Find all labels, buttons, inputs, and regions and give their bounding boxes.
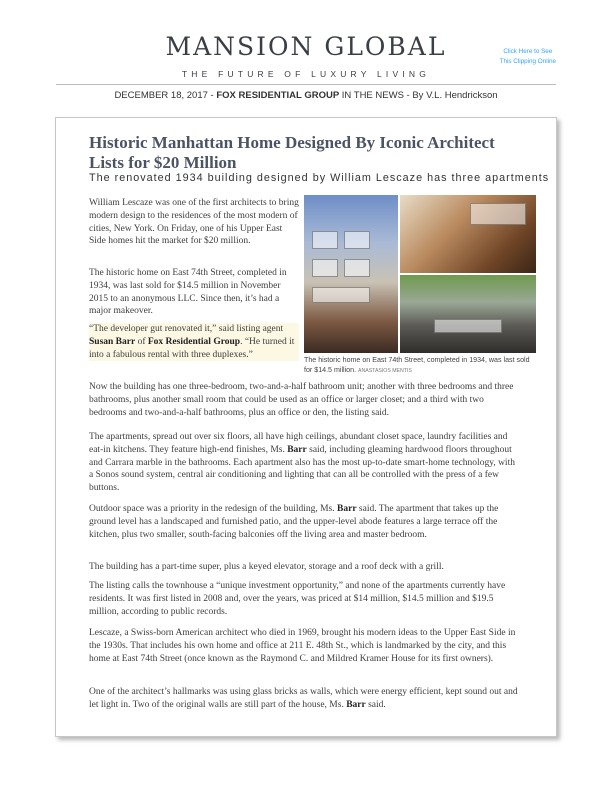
p10-text-2: said. <box>365 699 386 710</box>
p5-text-1: The apartments, spread out over six floors, all have high ceilings, abundant closet space, laundry facilities and eat-in kitchens. They feature high-end finishes, Ms. <box>89 432 508 455</box>
clipping-link[interactable] <box>500 47 556 67</box>
byline: IN THE NEWS - By V.L. Hendrickson <box>339 90 498 101</box>
clipping-link-line-2[interactable]: This Clipping Online <box>499 58 556 65</box>
quote-text-2: of <box>135 336 148 347</box>
p6-text-2: said. The apartment that takes up the ground level has a landscaped and furnished patio, and the upper-level abode features a large terrace off the kitchen, plus two smaller, south-facing balconies off the living area and master bedroom. <box>89 504 499 540</box>
kitchen-photo <box>400 195 536 273</box>
clipping-link-line-1[interactable]: Click Here to See <box>503 48 553 55</box>
quote-text-1: “The developer gut renovated it,” said listing agent <box>89 324 284 334</box>
brand-logo[interactable]: MANSION GLOBAL <box>165 32 447 61</box>
photo-caption <box>304 356 539 376</box>
paragraph-5 <box>89 431 521 495</box>
patio-photo <box>400 275 536 353</box>
firm-name: Fox Residential Group <box>147 336 241 347</box>
paragraph-6 <box>89 503 521 541</box>
p6-text-1: Outdoor space was a priority in the redesign of the building, Ms. <box>89 504 338 514</box>
dateline <box>0 90 612 101</box>
p10-text-1: One of the architect’s hallmarks was using glass bricks as walls, which were energy efficient, kept sound out and let light in. Two of the original walls are still part of the house, Ms. <box>89 687 518 710</box>
quote-text-3: . “He turned it into a fabulous rental with three duplexes.” <box>89 336 295 360</box>
agent-name: Susan Barr <box>89 336 136 347</box>
paragraph-7: The building has a part-time super, plus a keyed elevator, storage and a roof deck with a grill. <box>89 562 444 572</box>
caption-text: The historic home on East 74th Street, completed in 1934, was last sold for $14.5 million. <box>304 356 530 374</box>
divider <box>56 84 556 85</box>
photo-collage <box>304 195 536 353</box>
paragraph-2: The historic home on East 74th Street, completed in 1934, was last sold for $14.5 million in November 2015 to an anonymous LLC. Since then, it’s had a major makeover. <box>89 268 287 317</box>
paragraph-1: William Lescaze was one of the first architects to bring modern design to the residences of the most modern of cities, New York. On Friday, one of his Upper East Side homes hit the market for $20 million. <box>89 198 299 247</box>
paragraph-8: The listing calls the townhouse a “unique investment opportunity,” and none of the apartments currently have residents. It was first listed in 2008 and, over the years, was priced at $14 million, $14.5 million and $19.5 million, according to public records. <box>89 581 506 617</box>
paragraph-4: Now the building has one three-bedroom, two-and-a-half bathroom unit; another with three bedrooms and three bathrooms, plus another small room that could be used as an office or larger closet; and a third with two bedrooms and two-and-a-half bathrooms, plus an office or den, the listing said. <box>89 382 514 418</box>
paragraph-10 <box>89 686 521 712</box>
article-headline: Historic Manhattan Home Designed By Iconic Architect Lists for $20 Million <box>89 133 495 172</box>
agent-surname: Barr <box>287 444 307 455</box>
article-dek: The renovated 1934 building designed by William Lescaze has three apartments <box>89 172 550 184</box>
date: DECEMBER 18, 2017 - <box>114 90 217 101</box>
p5-text-2: said, including gleaming hardwood floors throughout and Carrara marble in the bathrooms. Each apartment also has the most up-to-date smart-home technology, with a Sonos sound system, central air conditioning and lighting that can all be controlled with the press of a few buttons. <box>89 444 515 493</box>
source-name: FOX RESIDENTIAL GROUP <box>216 90 340 101</box>
brand-tagline: THE FUTURE OF LUXURY LIVING <box>181 69 431 79</box>
pull-quote <box>89 323 299 361</box>
agent-surname: Barr <box>337 504 357 514</box>
photo-credit: ANASTASIOS MENTIS <box>358 367 412 374</box>
paragraph-9: Lescaze, a Swiss-born American architect who died in 1969, brought his modern ideas to the Upper East Side in the 1930s. That includes his own home and office at 211 E. 48th St., which is landmarked by the city, and this home at East 74th Street (once known as the Raymond C. and Mildred Kramer House for its first owners). <box>89 628 516 664</box>
agent-surname: Barr <box>346 699 366 710</box>
building-exterior-photo <box>304 195 398 353</box>
